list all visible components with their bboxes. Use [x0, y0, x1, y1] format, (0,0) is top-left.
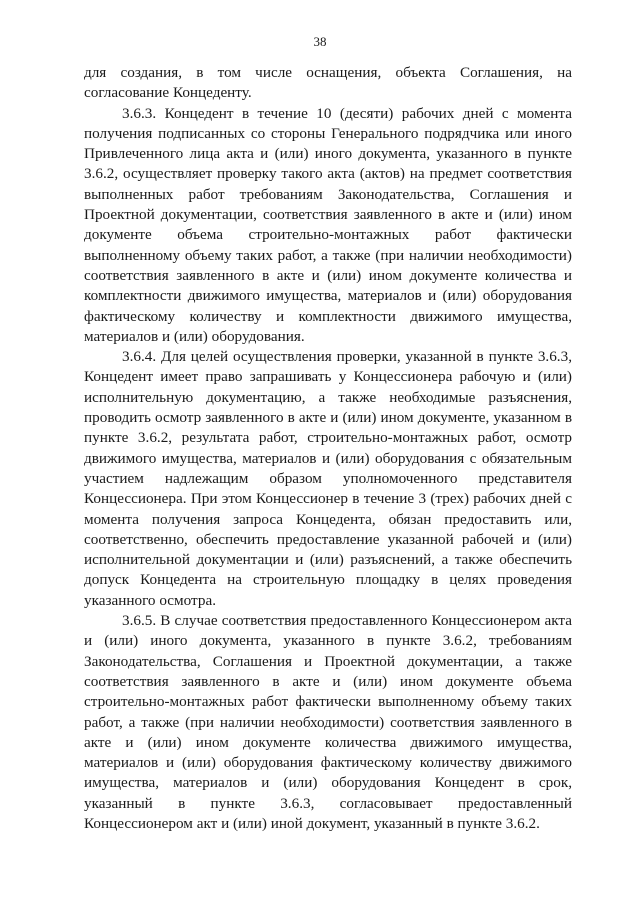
paragraph-3-6-5: 3.6.5. В случае соответствия предоставленного Концессионером акта и (или) иного документа, указанного в пункте 3.6.2, требованиям Законодательства, Соглашения и Проектной документации, а также соответствия заявленного в акте и (или) ином документе объема строительно-монтажных работ фактически выполненному объему таких работ, а также (при наличии необходимости) соответствия заявленного в акте и (или) ином документе количества движимого имущества, материалов и (или) оборудования фактическому количеству движимого имущества, материалов и (или) оборудования Концедент в срок, указанный в пункте 3.6.3, согласовывает предоставленный Концессионером акт и (или) иной документ, указанный в пункте 3.6.2.: [84, 612, 572, 832]
page-number: 38: [313, 34, 327, 49]
paragraph-continuation: для создания, в том числе оснащения, объекта Соглашения, на согласование Концеденту.: [84, 64, 572, 102]
document-body: [84, 63, 572, 834]
paragraph-3-6-3: 3.6.3. Концедент в течение 10 (десяти) рабочих дней с момента получения подписанных со стороны Генерального подрядчика или иного Привлеченного лица акта и (или) иного документа, указанного в пункте 3.6.2, осуществляет проверку такого акта (актов) на предмет соответствия выполненных работ требованиям Законодательства, Соглашения и Проектной документации, соответствия заявленного в акте и (или) ином документе объема строительно-монтажных работ фактически выполненному объему таких работ, а также (при наличии необходимости) соответствия заявленного в акте и (или) ином документе количества и комплектности движимого имущества, материалов и (или) оборудования фактическому количеству и комплектности движимого имущества, материалов и (или) оборудования.: [84, 104, 572, 345]
paragraph-3-6-4: 3.6.4. Для целей осуществления проверки, указанной в пункте 3.6.3, Концедент имеет право запрашивать у Концессионера рабочую и (или) исполнительную документацию, а также необходимые разъяснения, проводить осмотр заявленного в акте и (или) ином документе, указанном в пункте 3.6.2, результата работ, строительно-монтажных работ, осмотр движимого имущества, материалов и (или) оборудования с обязательным участием надлежащим образом уполномоченного представителя Концессионера. При этом Концессионер в течение 3 (трех) рабочих дней с момента получения запроса Концедента, обязан предоставить или, соответственно, обеспечить предоставление указанной рабочей и (или) исполнительной документации и (или) разъяснений, а также обеспечить допуск Концедента на строительную площадку в целях проведения указанного осмотра.: [84, 348, 572, 609]
